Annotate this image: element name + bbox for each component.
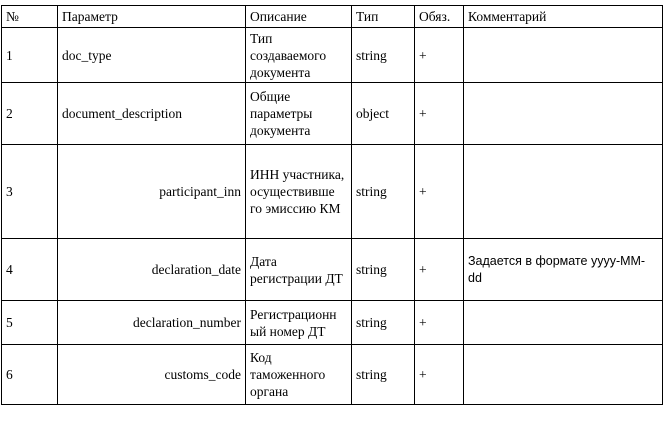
- table-row: [2, 28, 663, 83]
- table-row: [2, 83, 663, 145]
- row-desc: Общие параметры документа: [246, 83, 352, 145]
- row-comment: [464, 28, 663, 83]
- row-param: declaration_date: [58, 239, 246, 301]
- row-param: declaration_number: [58, 301, 246, 345]
- header-type: Тип: [352, 6, 415, 28]
- table-row: [2, 301, 663, 345]
- row-comment: [464, 301, 663, 345]
- header-num: №: [2, 6, 58, 28]
- row-desc: Код таможенного органа: [246, 345, 352, 405]
- header-desc: Описание: [246, 6, 352, 28]
- row-required: +: [415, 83, 464, 145]
- parameters-table: [1, 5, 663, 405]
- row-required: +: [415, 239, 464, 301]
- row-desc: Тип создаваемого документа: [246, 28, 352, 83]
- row-desc: Регистрационн ый номер ДТ: [246, 301, 352, 345]
- row-type: string: [352, 145, 415, 239]
- row-desc: Дата регистрации ДТ: [246, 239, 352, 301]
- table-row: [2, 345, 663, 405]
- row-num: 2: [2, 83, 58, 145]
- row-type: string: [352, 345, 415, 405]
- row-num: 5: [2, 301, 58, 345]
- row-param: customs_code: [58, 345, 246, 405]
- row-num: 4: [2, 239, 58, 301]
- header-comment: Комментарий: [464, 6, 663, 28]
- row-num: 6: [2, 345, 58, 405]
- row-type: string: [352, 301, 415, 345]
- row-required: +: [415, 301, 464, 345]
- row-required: +: [415, 145, 464, 239]
- row-required: +: [415, 28, 464, 83]
- row-comment: [464, 83, 663, 145]
- row-comment: [464, 145, 663, 239]
- row-desc: ИНН участника, осуществивше го эмиссию КМ: [246, 145, 352, 239]
- table-header-row: [2, 6, 663, 28]
- row-param: participant_inn: [58, 145, 246, 239]
- table-row: [2, 145, 663, 239]
- table-row: [2, 239, 663, 301]
- row-comment: Задается в формате yyyy-MM-dd: [464, 239, 663, 301]
- row-type: string: [352, 239, 415, 301]
- row-param: doc_type: [58, 28, 246, 83]
- row-comment: [464, 345, 663, 405]
- header-param: Параметр: [58, 6, 246, 28]
- row-num: 1: [2, 28, 58, 83]
- row-type: string: [352, 28, 415, 83]
- row-required: +: [415, 345, 464, 405]
- row-num: 3: [2, 145, 58, 239]
- header-required: Обяз.: [415, 6, 464, 28]
- row-param: document_description: [58, 83, 246, 145]
- row-type: object: [352, 83, 415, 145]
